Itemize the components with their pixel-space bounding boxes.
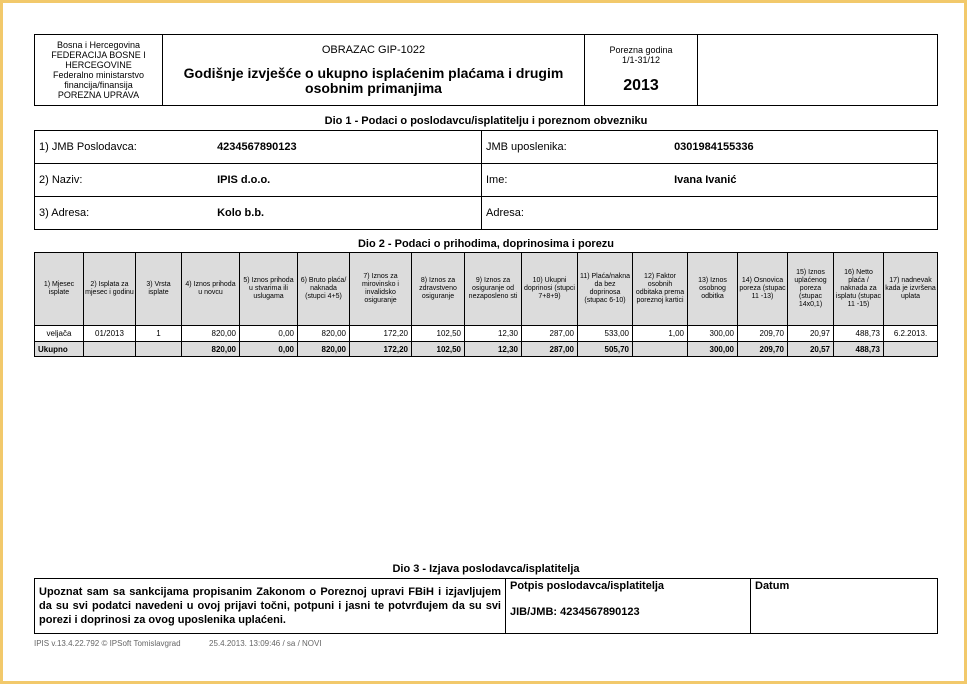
employer-name-value: IPIS d.o.o.	[217, 174, 271, 186]
section3-title: Dio 3 - Izjava poslodavca/isplatitelja	[392, 563, 580, 575]
total-row	[35, 342, 938, 357]
total-cell	[633, 342, 688, 357]
total-cell: 820,00	[298, 342, 350, 357]
authority-line: Bosna i Hercegovina	[56, 40, 141, 50]
signature-cell	[506, 579, 751, 634]
employee-id-label: JMB uposlenika:	[486, 141, 567, 153]
employer-id-label: 1) JMB Poslodavca:	[39, 141, 137, 153]
total-cell: 102,50	[412, 342, 465, 357]
total-cell: 172,20	[350, 342, 412, 357]
tax-period: 1/1-31/12	[621, 55, 661, 65]
column-header: 4) Iznos prihoda u novcu	[182, 253, 240, 326]
total-cell: Ukupno	[35, 342, 84, 357]
employer-name-cell	[35, 164, 482, 197]
table-cell: 820,00	[298, 326, 350, 342]
column-header: 14) Osnovica poreza (stupac 11 -13)	[738, 253, 788, 326]
column-header: 10) Ukupni doprinosi (stupci 7+8+9)	[522, 253, 578, 326]
table-cell: 300,00	[688, 326, 738, 342]
authority-line: Federalno ministarstvo financija/finansija	[52, 70, 145, 90]
total-cell: 209,70	[738, 342, 788, 357]
employer-id-cell	[35, 131, 482, 164]
table-cell: 6.2.2013.	[884, 326, 938, 342]
total-cell	[884, 342, 938, 357]
employer-address-value: Kolo b.b.	[217, 207, 265, 219]
table-cell: 172,20	[350, 326, 412, 342]
table-cell: 533,00	[578, 326, 633, 342]
form-title-block	[163, 35, 585, 106]
employee-address-cell	[482, 197, 938, 230]
table-cell: 20,97	[788, 326, 834, 342]
authority-line: FEDERACIJA BOSNE I HERCEGOVINE	[51, 50, 146, 70]
column-header: 7) Iznos za mirovinsko i invalidsko osiguranje	[350, 253, 412, 326]
table-cell: 287,00	[522, 326, 578, 342]
column-header: 12) Faktor osobnih odbitaka prema poreznoj kartici	[633, 253, 688, 326]
total-cell: 488,73	[834, 342, 884, 357]
employee-id-value: 0301984155336	[674, 141, 754, 153]
table-cell: 1,00	[633, 326, 688, 342]
form-header	[34, 34, 938, 106]
form-title: Godišnje izvješće o ukupno isplaćenim plaćama i drugim osobnim primanjima	[183, 65, 564, 96]
section2-title: Dio 2 - Podaci o prihodima, doprinosima i porezu	[357, 238, 615, 250]
total-cell: 300,00	[688, 342, 738, 357]
jib-value: JIB/JMB: 4234567890123	[510, 606, 640, 618]
signature-label: Potpis poslodavca/isplatitelja	[510, 580, 665, 592]
employer-address-cell	[35, 197, 482, 230]
employer-address-label: 3) Adresa:	[39, 207, 90, 219]
authority-line: POREZNA UPRAVA	[57, 90, 140, 100]
table-cell: 488,73	[834, 326, 884, 342]
total-cell: 505,70	[578, 342, 633, 357]
employee-name-cell	[482, 164, 938, 197]
column-header: 8) Iznos za zdravstveno osiguranje	[412, 253, 465, 326]
footer	[34, 639, 322, 648]
total-cell	[136, 342, 182, 357]
declaration-statement: Upoznat sam sa sankcijama propisanim Zakonom o Poreznoj upravi FBiH i izjavljujem da su svi podatci navedeni u ovoj prijavi točni, potpuni i jasni te potvrđujem da su svi porezi i doprinosi za ovog uposlenika uplaćeni.	[35, 579, 506, 634]
column-header: 17) nadnevak kada je izvršena uplata	[884, 253, 938, 326]
table-cell: veljača	[35, 326, 84, 342]
table-cell: 0,00	[240, 326, 298, 342]
table-cell: 01/2013	[84, 326, 136, 342]
column-header: 5) Iznos prihoda u stvarima ili uslugama	[240, 253, 298, 326]
header-blank-cell	[698, 35, 938, 106]
employer-id-value: 4234567890123	[217, 141, 297, 153]
employee-name-label: Ime:	[486, 174, 508, 186]
column-header: 15) Iznos uplaćenog poreza (stupac 14x0,1)	[788, 253, 834, 326]
total-cell	[84, 342, 136, 357]
column-header: 1) Mjesec isplate	[35, 253, 84, 326]
table-cell: 1	[136, 326, 182, 342]
date-cell	[751, 579, 938, 634]
section1-title: Dio 1 - Podaci o poslodavcu/isplatitelju i poreznom obvezniku	[324, 115, 648, 127]
form-code: OBRAZAC GIP-1022	[321, 44, 426, 56]
total-cell: 287,00	[522, 342, 578, 357]
column-header: 3) Vrsta isplate	[136, 253, 182, 326]
income-table	[34, 252, 938, 357]
table-row	[35, 326, 938, 342]
footer-timestamp: 25.4.2013. 13:09:46 / sa / NOVI	[209, 639, 322, 648]
declaration-table	[34, 578, 938, 634]
employee-address-label: Adresa:	[486, 207, 524, 219]
table-cell: 820,00	[182, 326, 240, 342]
employee-id-cell	[482, 131, 938, 164]
table-cell: 209,70	[738, 326, 788, 342]
column-header: 11) Plaća/nakna da bez doprinosa (stupac 6-10)	[578, 253, 633, 326]
column-header: 2) Isplata za mjesec i godinu	[84, 253, 136, 326]
tax-year-block	[585, 35, 698, 106]
employee-name-value: Ivana Ivanić	[674, 174, 737, 186]
column-header: 6) Bruto plaća/ naknada (stupci 4+5)	[298, 253, 350, 326]
tax-year: 2013	[623, 77, 659, 94]
total-cell: 0,00	[240, 342, 298, 357]
employer-name-label: 2) Naziv:	[39, 174, 83, 186]
section1-table	[34, 130, 938, 230]
table-header-row	[35, 253, 938, 326]
total-cell: 820,00	[182, 342, 240, 357]
table-cell: 12,30	[465, 326, 522, 342]
tax-year-label: Porezna godina	[609, 45, 673, 55]
date-label: Datum	[755, 580, 790, 592]
table-cell: 102,50	[412, 326, 465, 342]
authority-block	[35, 35, 163, 106]
column-header: 9) Iznos za osiguranje od nezaposleno sti	[465, 253, 522, 326]
column-header: 16) Netto plaća / naknada za isplatu (stupac 11 -15)	[834, 253, 884, 326]
footer-version: IPIS v.13.4.22.792 © IPSoft Tomislavgrad	[34, 639, 181, 648]
total-cell: 12,30	[465, 342, 522, 357]
total-cell: 20,57	[788, 342, 834, 357]
column-header: 13) Iznos osobnog odbitka	[688, 253, 738, 326]
